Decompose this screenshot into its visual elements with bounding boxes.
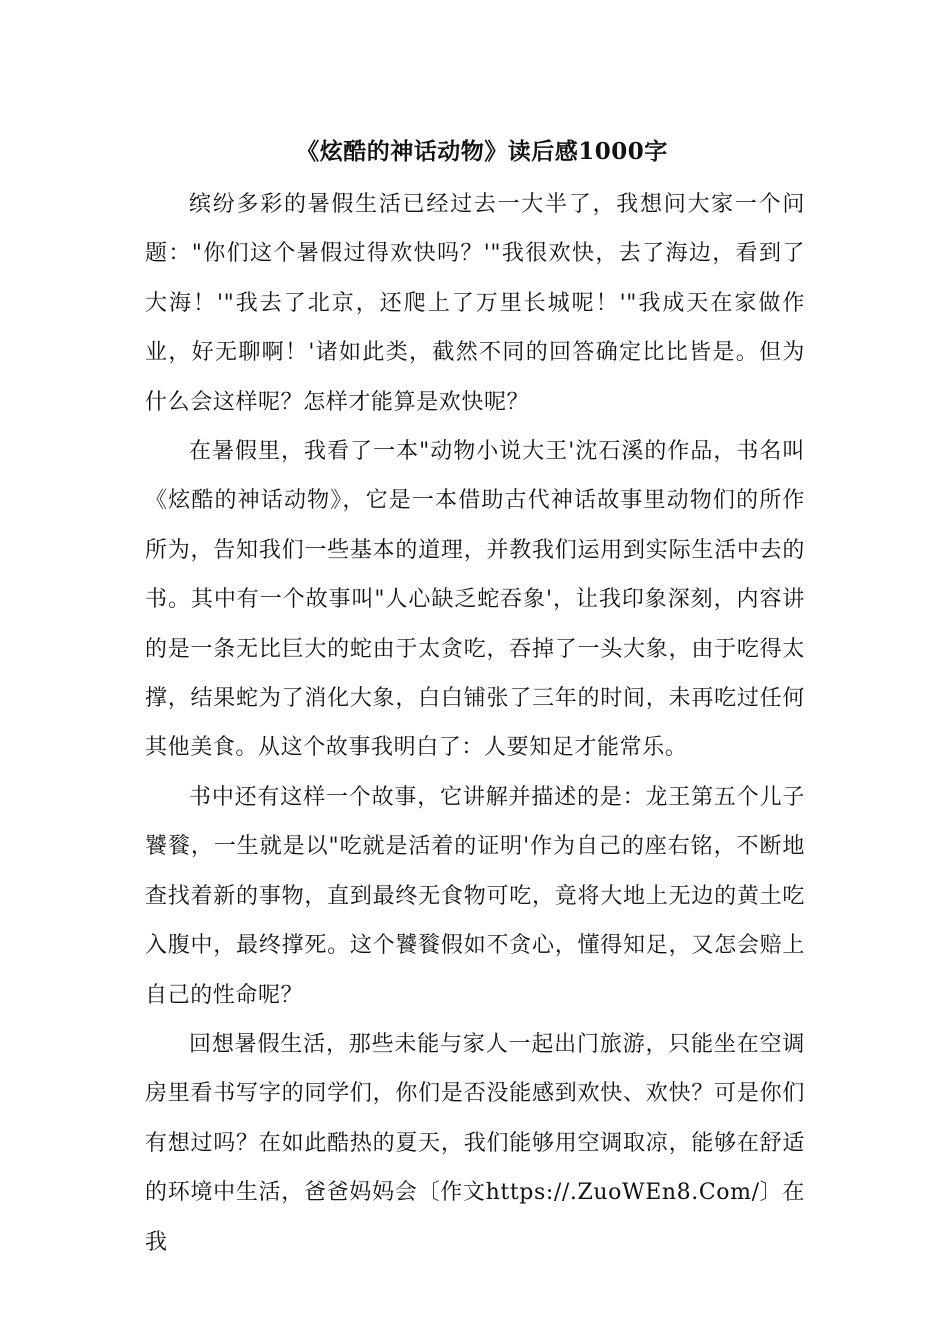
paragraph-1: 缤纷多彩的暑假生活已经过去一大半了，我想问大家一个问题："你们这个暑假过得欢快吗？'"我很欢快，去了海边，看到了大海！'"我去了北京，还爬上了万里长城呢！'"我成天在家做作业，好无聊啊！'诸如此类，截然不同的回答确定比比皆是。但为什么会这样呢？怎样才能算是欢快呢？ bbox=[145, 192, 805, 415]
paragraph-2: 在暑假里，我看了一本"动物小说大王'沈石溪的作品，书名叫《炫酷的神话动物》，它是一本借助古代神话故事里动物们的所作所为，告知我们一些基本的道理，并教我们运用到实际生活中去的书。其中有一个故事叫"人心缺乏蛇吞象'，让我印象深刻，内容讲的是一条无比巨大的蛇由于太贪吃，吞掉了一头大象，由于吃得太撑，结果蛇为了消化大象，白白铺张了三年的时间，未再吃过任何其他美食。从这个故事我明白了：人要知足才能常乐。 bbox=[145, 439, 805, 761]
document-title: 《炫酷的神话动物》读后感1000字 bbox=[296, 138, 668, 165]
paragraph-4: 回想暑假生活，那些未能与家人一起出门旅游，只能坐在空调房里看书写字的同学们，你们是否没能感到欢快、欢快？可是你们有想过吗？在如此酷热的夏天，我们能够用空调取凉，能够在舒适的环境中生活，爸爸妈妈会〔作文https://.ZuoWEn8.Com/〕在我 bbox=[145, 1031, 805, 1255]
document-page bbox=[145, 128, 805, 1267]
paragraph-3: 书中还有这样一个故事，它讲解并描述的是：龙王第五个儿子饕餮，一生就是以"吃就是活着的证明'作为自己的座右铭，不断地查找着新的事物，直到最终无食物可吃，竟将大地上无边的黄土吃入腹中，最终撑死。这个饕餮假如不贪心，懂得知足，又怎会赔上自己的性命呢？ bbox=[145, 784, 805, 1008]
